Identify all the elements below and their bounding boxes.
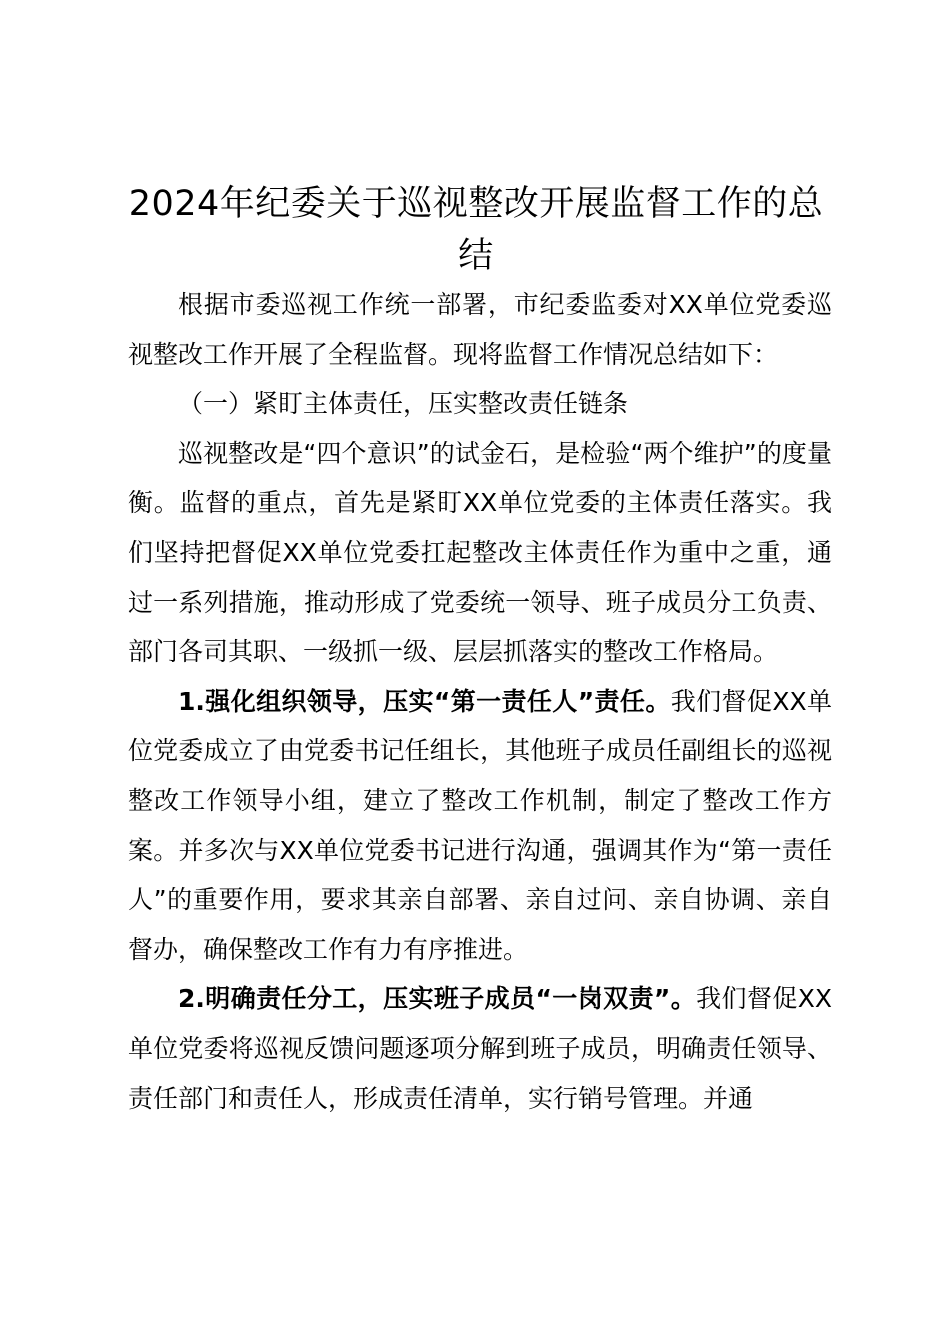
item-text-1: 我们督促XX单位党委成立了由党委书记任组长，其他班子成员任副组长的巡视整改工作领导小组，建立了整改工作机制，制定了整改工作方案。并多次与XX单位党委书记进行沟通，强调其作为“第一责任人”的重要作用，要求其亲自部署、亲自过问、亲自协调、亲自督办，确保整改工作有力有序推进。: [128, 686, 832, 964]
intro-paragraph: 根据市委巡视工作统一部署，市纪委监委对XX单位党委巡视整改工作开展了全程监督。现将监督工作情况总结如下：: [128, 290, 832, 369]
item-paragraph-1: [128, 677, 832, 975]
section-heading: （一）紧盯主体责任，压实整改责任链条: [178, 389, 629, 419]
document-title: 2024年纪委关于巡视整改开展监督工作的总结: [128, 184, 824, 276]
item-lead-1: 1.强化组织领导，压实“第一责任人”责任。: [178, 686, 671, 716]
item-lead-2: 2.明确责任分工，压实班子成员“一岗双责”。: [178, 984, 697, 1014]
item-text-2: 我们督促XX单位党委将巡视反馈问题逐项分解到班子成员，明确责任领导、责任部门和责任人，形成责任清单，实行销号管理。并通: [128, 984, 832, 1113]
section-paragraph: 巡视整改是“四个意识”的试金石，是检验“两个维护”的度量衡。监督的重点，首先是紧盯XX单位党委的主体责任落实。我们坚持把督促XX单位党委扛起整改主体责任作为重中之重，通过一系列措施，推动形成了党委统一领导、班子成员分工负责、部门各司其职、一级抓一级、层层抓落实的整改工作格局。: [128, 438, 832, 667]
item-paragraph-2: [128, 974, 832, 1123]
document-body: [128, 280, 832, 1123]
